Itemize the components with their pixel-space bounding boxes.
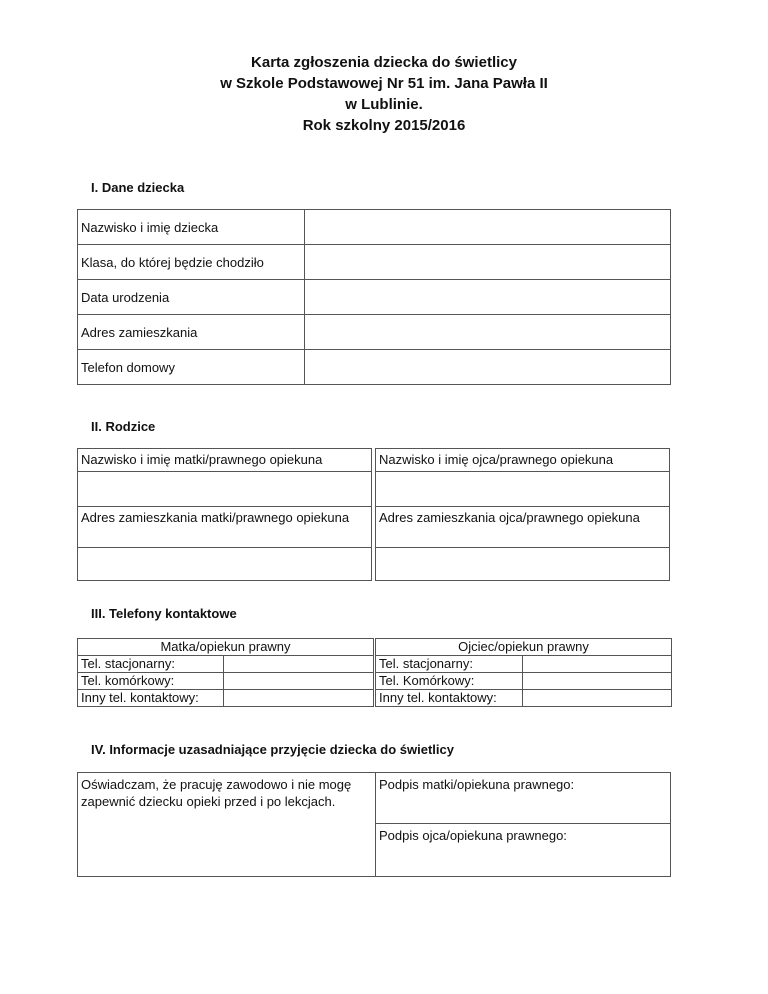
father-other-field[interactable] bbox=[523, 690, 672, 707]
section-3-heading: III. Telefony kontaktowe bbox=[91, 606, 237, 621]
title-line-1: Karta zgłoszenia dziecka do świetlicy bbox=[251, 54, 517, 71]
father-signature-field[interactable] bbox=[376, 824, 671, 877]
birth-date-field[interactable] bbox=[305, 280, 671, 315]
father-landline-field[interactable] bbox=[523, 656, 672, 673]
justification-table bbox=[77, 772, 671, 877]
father-address-field[interactable] bbox=[376, 548, 670, 581]
mother-landline-field[interactable] bbox=[224, 656, 374, 673]
home-address-label: Adres zamieszkania bbox=[78, 315, 305, 350]
page-title bbox=[0, 52, 768, 136]
child-name-label: Nazwisko i imię dziecka bbox=[78, 210, 305, 245]
home-phone-field[interactable] bbox=[305, 350, 671, 385]
child-class-field[interactable] bbox=[305, 245, 671, 280]
section-4-heading: IV. Informacje uzasadniające przyjęcie dziecka do świetlicy bbox=[91, 742, 454, 757]
table-row bbox=[78, 280, 671, 315]
mother-mobile-label: Tel. komórkowy: bbox=[78, 673, 224, 690]
mother-signature-label: Podpis matki/opiekuna prawnego: bbox=[379, 777, 575, 792]
title-line-2: w Szkole Podstawowej Nr 51 im. Jana Pawła II bbox=[220, 75, 548, 92]
father-table bbox=[375, 448, 670, 581]
table-row bbox=[78, 245, 671, 280]
father-name-label: Nazwisko i imię ojca/prawnego opiekuna bbox=[376, 449, 670, 472]
mother-mobile-field[interactable] bbox=[224, 673, 374, 690]
father-other-label: Inny tel. kontaktowy: bbox=[376, 690, 523, 707]
employment-statement: Oświadczam, że pracuję zawodowo i nie mogę zapewnić dziecku opieki przed i po lekcjach. bbox=[78, 773, 376, 877]
child-data-table bbox=[77, 209, 671, 385]
table-row bbox=[78, 350, 671, 385]
father-mobile-label: Tel. Komórkowy: bbox=[376, 673, 523, 690]
father-name-field[interactable] bbox=[376, 472, 670, 507]
mother-address-label: Adres zamieszkania matki/prawnego opiekuna bbox=[78, 507, 372, 548]
section-1-heading: I. Dane dziecka bbox=[91, 180, 185, 195]
father-address-label: Adres zamieszkania ojca/prawnego opiekuna bbox=[376, 507, 670, 548]
title-line-3: w Lublinie. bbox=[345, 96, 423, 113]
table-row bbox=[78, 315, 671, 350]
table-row bbox=[78, 210, 671, 245]
mother-table bbox=[77, 448, 372, 581]
mother-phones-table bbox=[77, 638, 374, 707]
mother-landline-label: Tel. stacjonarny: bbox=[78, 656, 224, 673]
father-signature-label: Podpis ojca/opiekuna prawnego: bbox=[379, 828, 567, 843]
home-phone-label: Telefon domowy bbox=[78, 350, 305, 385]
home-address-field[interactable] bbox=[305, 315, 671, 350]
mother-other-field[interactable] bbox=[224, 690, 374, 707]
birth-date-label: Data urodzenia bbox=[78, 280, 305, 315]
mother-address-field[interactable] bbox=[78, 548, 372, 581]
father-phones-header: Ojciec/opiekun prawny bbox=[376, 639, 672, 656]
child-class-label: Klasa, do której będzie chodziło bbox=[78, 245, 305, 280]
mother-name-field[interactable] bbox=[78, 472, 372, 507]
mother-name-label: Nazwisko i imię matki/prawnego opiekuna bbox=[78, 449, 372, 472]
father-mobile-field[interactable] bbox=[523, 673, 672, 690]
child-name-field[interactable] bbox=[305, 210, 671, 245]
mother-phones-header: Matka/opiekun prawny bbox=[78, 639, 374, 656]
mother-signature-field[interactable] bbox=[376, 773, 671, 824]
father-landline-label: Tel. stacjonarny: bbox=[376, 656, 523, 673]
mother-other-label: Inny tel. kontaktowy: bbox=[78, 690, 224, 707]
father-phones-table bbox=[375, 638, 672, 707]
title-line-4: Rok szkolny 2015/2016 bbox=[302, 117, 466, 134]
section-2-heading: II. Rodzice bbox=[91, 419, 156, 434]
